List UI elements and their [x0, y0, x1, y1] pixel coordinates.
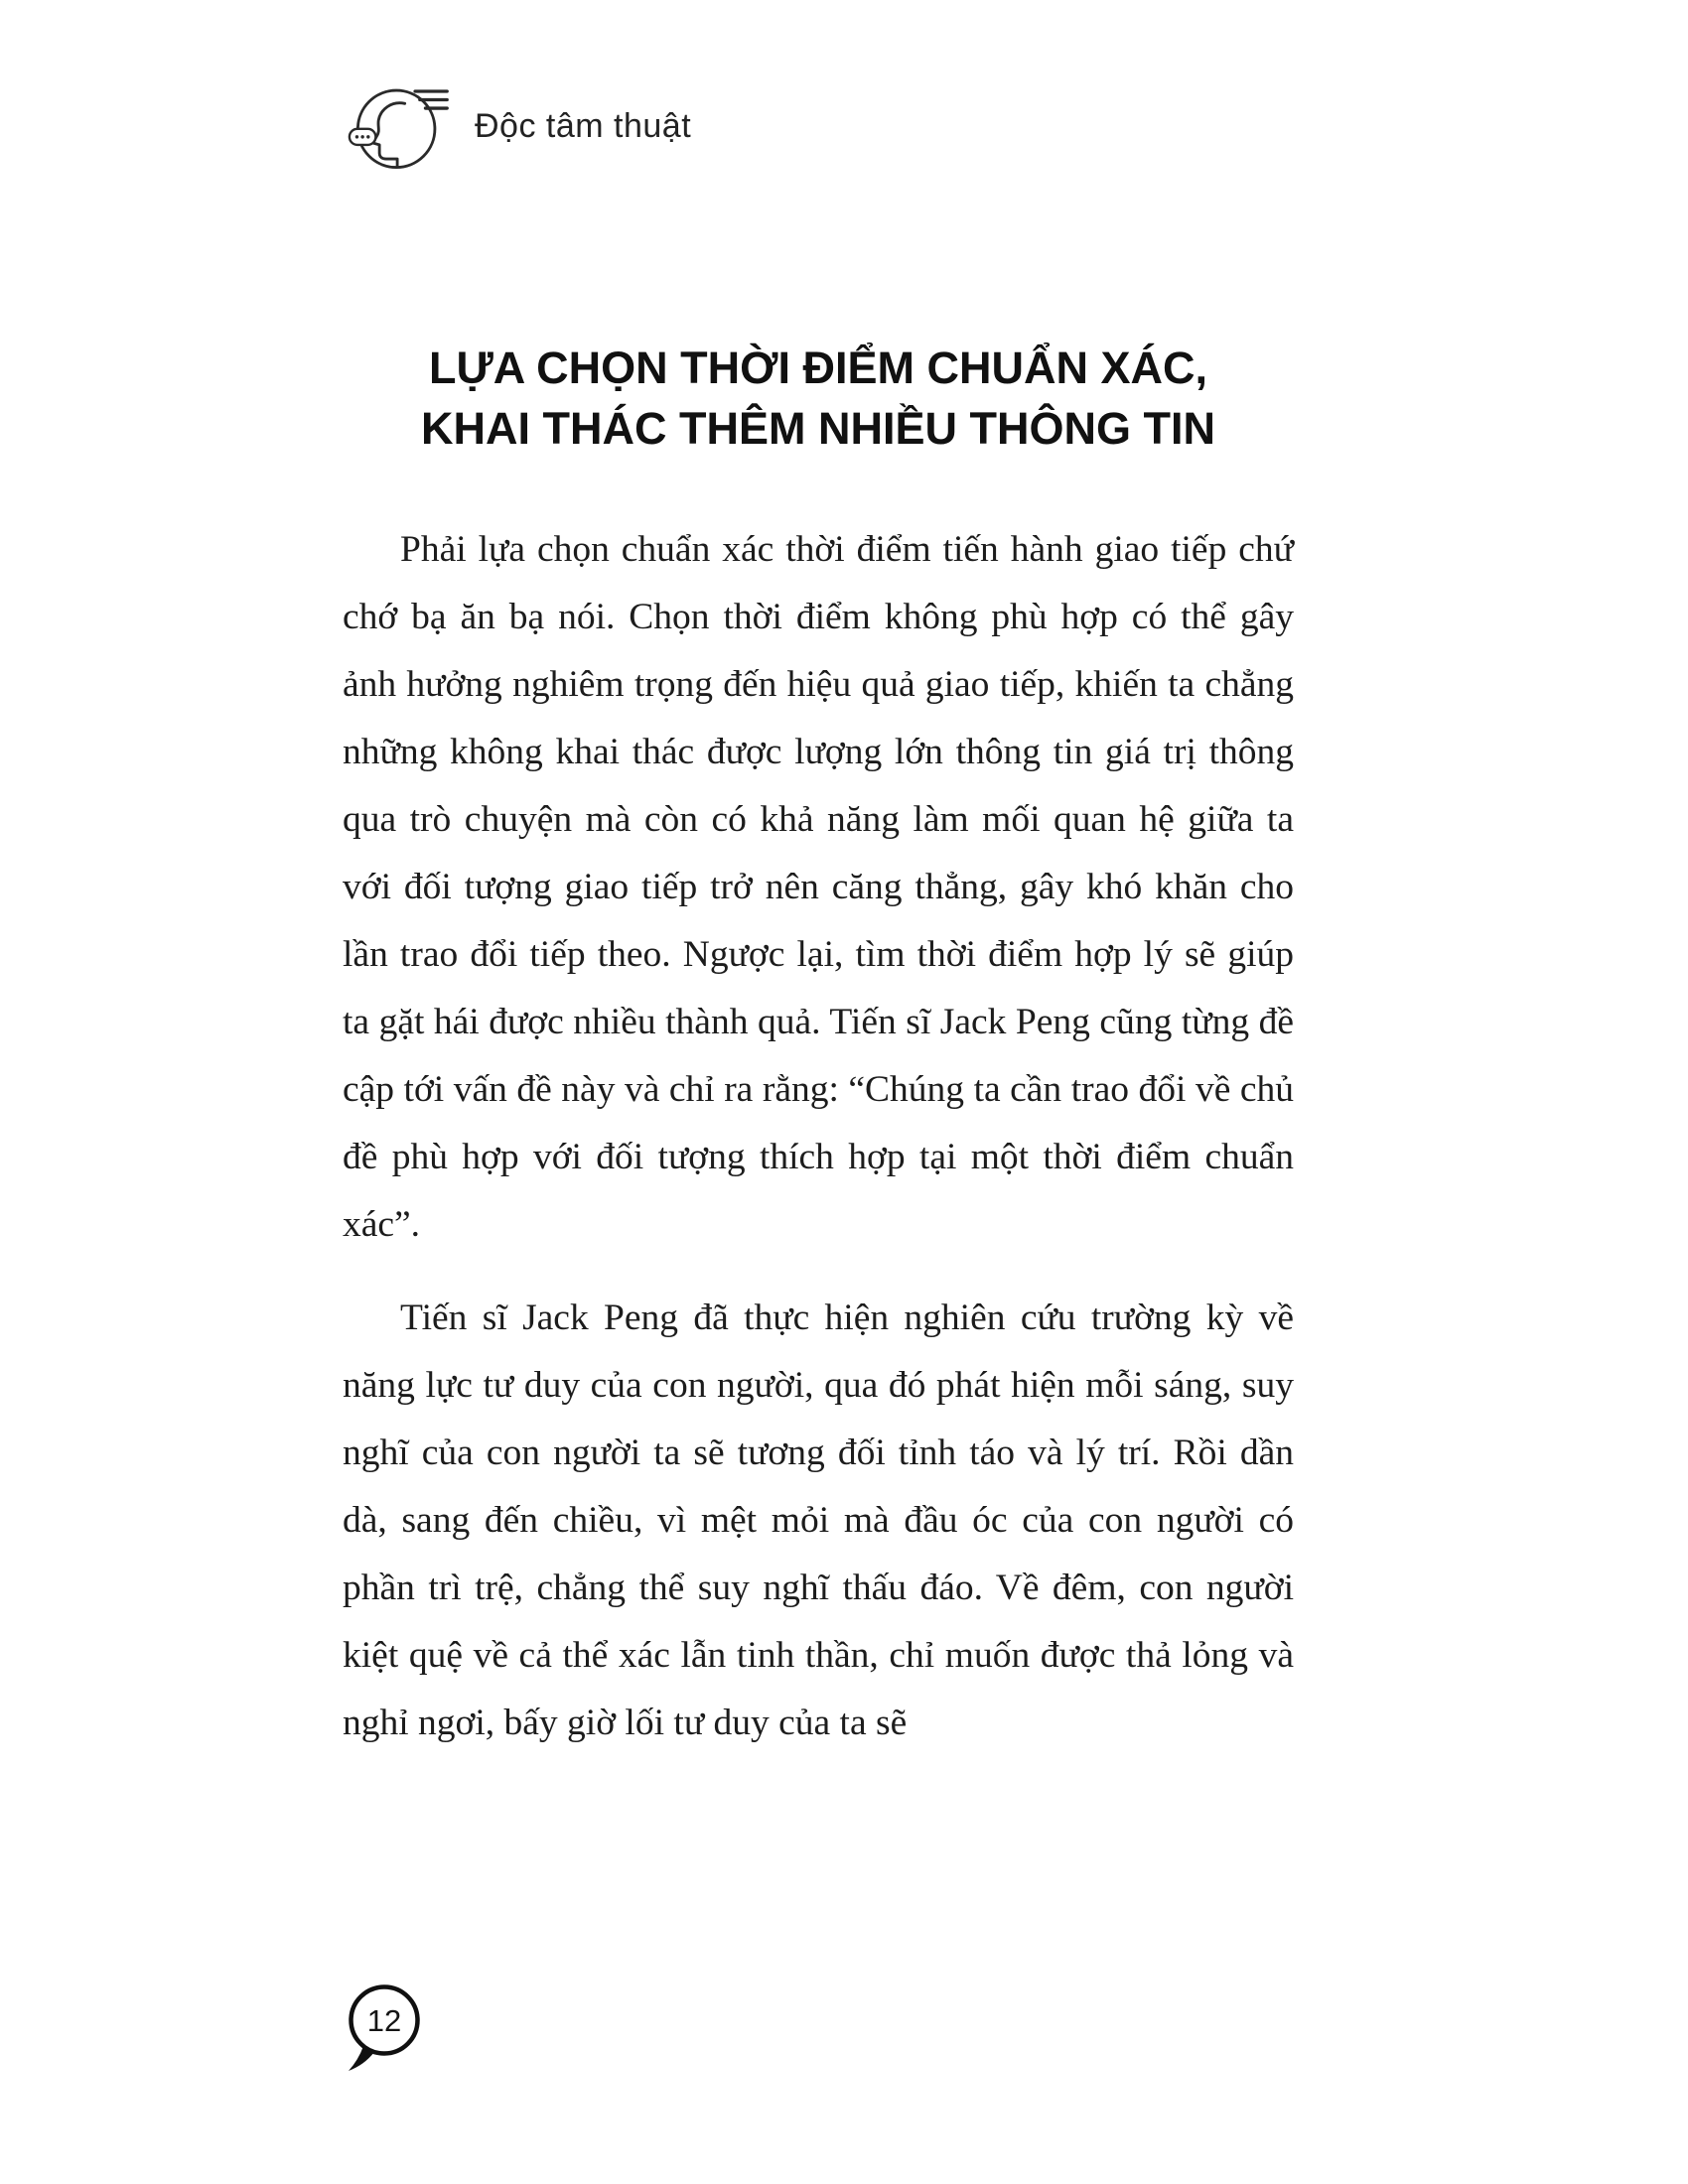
page-content [343, 338, 1294, 1757]
book-title: Độc tâm thuật [475, 106, 692, 145]
chapter-title-line-1: LỰA CHỌN THỜI ĐIỂM CHUẨN XÁC, [428, 342, 1208, 393]
page-header [348, 77, 691, 175]
page-number-bubble [344, 1981, 425, 2075]
page-number: 12 [366, 2003, 402, 2038]
chapter-title [343, 338, 1294, 459]
body-paragraph: Phải lựa chọn chuẩn xác thời điểm tiến hành giao tiếp chứ chớ bạ ăn bạ nói. Chọn thời điểm không phù hợp có thể gây ảnh hưởng nghiêm trọng đến hiệu quả giao tiếp, khiến ta chẳng những không khai thác được lượng lớn thông tin giá trị thông qua trò chuyện mà còn có khả năng làm mối quan hệ giữa ta với đối tượng giao tiếp trở nên căng thẳng, gây khó khăn cho lần trao đổi tiếp theo. Ngược lại, tìm thời điểm hợp lý sẽ giúp ta gặt hái được nhiều thành quả. Tiến sĩ Jack Peng cũng từng đề cập tới vấn đề này và chỉ ra rằng: “Chúng ta cần trao đổi về chủ đề phù hợp với đối tượng thích hợp tại một thời điểm chuẩn xác”. [343, 529, 1294, 1245]
chapter-title-line-2: KHAI THÁC THÊM NHIỀU THÔNG TIN [421, 403, 1215, 454]
body-paragraph: Tiến sĩ Jack Peng đã thực hiện nghiên cứu trường kỳ về năng lực tư duy của con người, qua đó phát hiện mỗi sáng, suy nghĩ của con người ta sẽ tương đối tỉnh táo và lý trí. Rồi dần dà, sang đến chiều, vì mệt mỏi mà đầu óc của con người có phần trì trệ, chẳng thể suy nghĩ thấu đáo. Về đêm, con người kiệt quệ về cả thể xác lẫn tinh thần, chỉ muốn được thả lỏng và nghỉ ngơi, bấy giờ lối tư duy của ta sẽ [343, 1297, 1294, 1743]
head-with-speech-bubbles-icon [348, 77, 451, 175]
